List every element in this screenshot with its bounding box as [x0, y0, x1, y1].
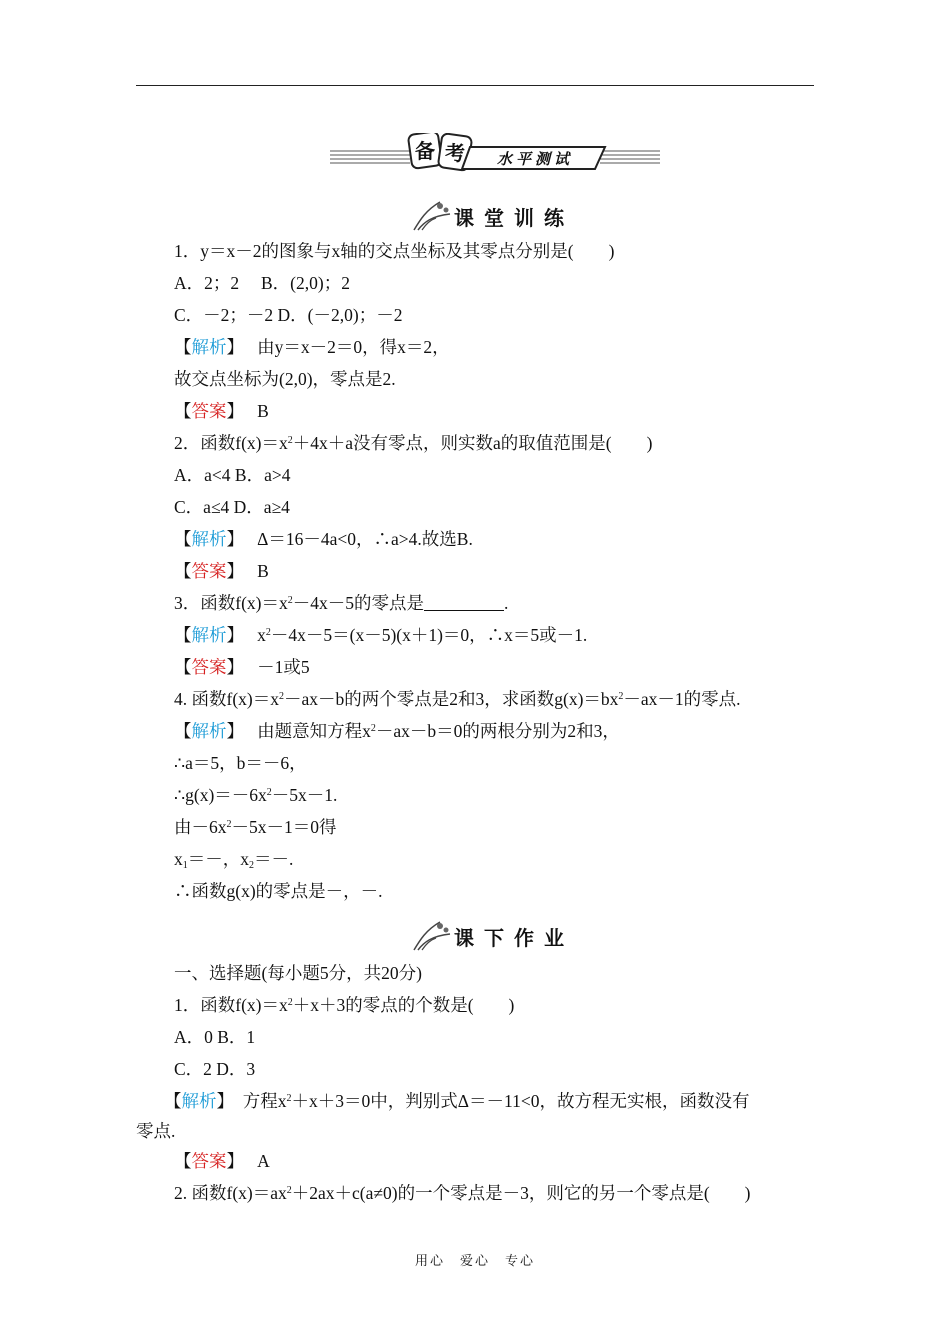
q1-analysis: 【解析】 由y＝x－2＝0，得x＝2，	[174, 337, 450, 357]
q2-answer-value: B	[257, 561, 269, 581]
banner-char-1: 备	[415, 139, 435, 163]
q4-line-6: ∴函数g(x)的零点是－，－.	[174, 881, 383, 901]
banner-char-2: 考	[445, 141, 465, 165]
q4-line-5: $x_1=-$，$x_2=-$.	[174, 849, 294, 871]
p2-q1-answer-value: A	[257, 1151, 270, 1171]
q1-answer: 【答案】 B	[174, 401, 269, 421]
q1-answer-value: B	[257, 401, 269, 421]
section-title: 课堂训练	[454, 208, 574, 230]
p2-q1-stem: 1．函数$f(x)=x^2+x+3$的零点的个数是( )	[174, 995, 515, 1015]
answer-label: 答案	[191, 1151, 227, 1171]
q4-line-3: $\therefore g(x)=-6x^2-5x-1$.	[174, 785, 338, 805]
banner-subtitle: 水平测试	[496, 150, 574, 168]
banner-graphic	[330, 133, 660, 179]
q2-options-ab: A．a<4 B．a>4	[174, 465, 291, 485]
p2-q1-options-cd: C．2 D．3	[174, 1059, 256, 1079]
q4-line-2: ∴a＝5，b＝－6，	[174, 753, 307, 773]
page-footer: 用心 爱心 专心	[414, 1253, 535, 1268]
p2-q2-stem: 2. 函数$f(x)=ax^2+2ax+c(a\ne 0)$的一个零点是－3，则它的另一个零点是( )	[174, 1183, 751, 1203]
p2-q1-analysis-cont: 零点.	[136, 1121, 176, 1141]
section-heading-class-training	[410, 198, 574, 232]
q1-analysis-cont: 故交点坐标为(2,0)，零点是2.	[174, 369, 396, 389]
q1-stem: 1．y＝x－2的图象与x轴的交点坐标及其零点分别是( )	[174, 241, 615, 261]
q1-options-ab: A．2；2 B．(2,0)；2	[174, 273, 350, 293]
q3-analysis: 【解析】 $x^2-4x-5=(x-5)(x+1)=0$，∴x＝5或－1.	[174, 625, 588, 645]
q4-line-4: 由$-6x^2-5x-1=0$得	[174, 817, 337, 837]
q4-stem: 4. 函数$f(x)=x^2-ax-b$的两个零点是2和3，求函数$g(x)=bx^2-ax-1$的零点.	[174, 689, 741, 709]
q2-analysis: 【解析】 Δ＝16－4a<0，∴a>4.故选B.	[174, 529, 473, 549]
p2-q1-answer: 【答案】 A	[174, 1151, 270, 1171]
answer-blank	[424, 594, 504, 611]
analysis-label: 解析	[191, 529, 227, 549]
header-rule	[136, 85, 814, 86]
analysis-label: 解析	[191, 337, 227, 357]
section-heading-homework	[410, 918, 574, 952]
answer-label: 答案	[191, 401, 227, 421]
analysis-label: 解析	[181, 1091, 217, 1111]
answer-label: 答案	[191, 561, 227, 581]
orchid-icon	[410, 198, 454, 232]
beikao-banner	[330, 133, 660, 179]
q2-analysis-text: Δ＝16－4a<0，∴a>4.故选B.	[257, 529, 473, 549]
q1-analysis-text: 由y＝x－2＝0，得x＝2，	[257, 337, 450, 357]
p2-q1-analysis: 【解析】 方程$x^2+x+3=0$中，判别式Δ＝－11<0，故方程无实根，函数没有	[164, 1091, 750, 1111]
q2-answer: 【答案】 B	[174, 561, 269, 581]
orchid-icon	[410, 918, 454, 952]
p2-q1-options-ab: A．0 B．1	[174, 1027, 256, 1047]
q3-answer: 【答案】 －1或5	[174, 657, 310, 677]
answer-label: 答案	[191, 657, 227, 677]
q3-answer-value: －1或5	[257, 657, 310, 677]
q3-stem: 3．函数$f(x)=x^2-4x-5$的零点是 .	[174, 593, 509, 613]
part2-heading: 一、选择题(每小题5分，共20分)	[174, 963, 422, 983]
q2-stem: 2．函数$f(x)=x^2+4x+a$没有零点，则实数a的取值范围是( )	[174, 433, 653, 453]
analysis-label: 解析	[191, 721, 227, 741]
q2-options-cd: C．a≤4 D．a≥4	[174, 497, 290, 517]
q4-analysis: 【解析】 由题意知方程$x^2-ax-b=0$的两根分别为2和3，	[174, 721, 620, 741]
section-title: 课下作业	[454, 928, 574, 950]
q1-options-cd: C．－2；－2 D．(－2,0)；－2	[174, 305, 403, 325]
analysis-label: 解析	[191, 625, 227, 645]
